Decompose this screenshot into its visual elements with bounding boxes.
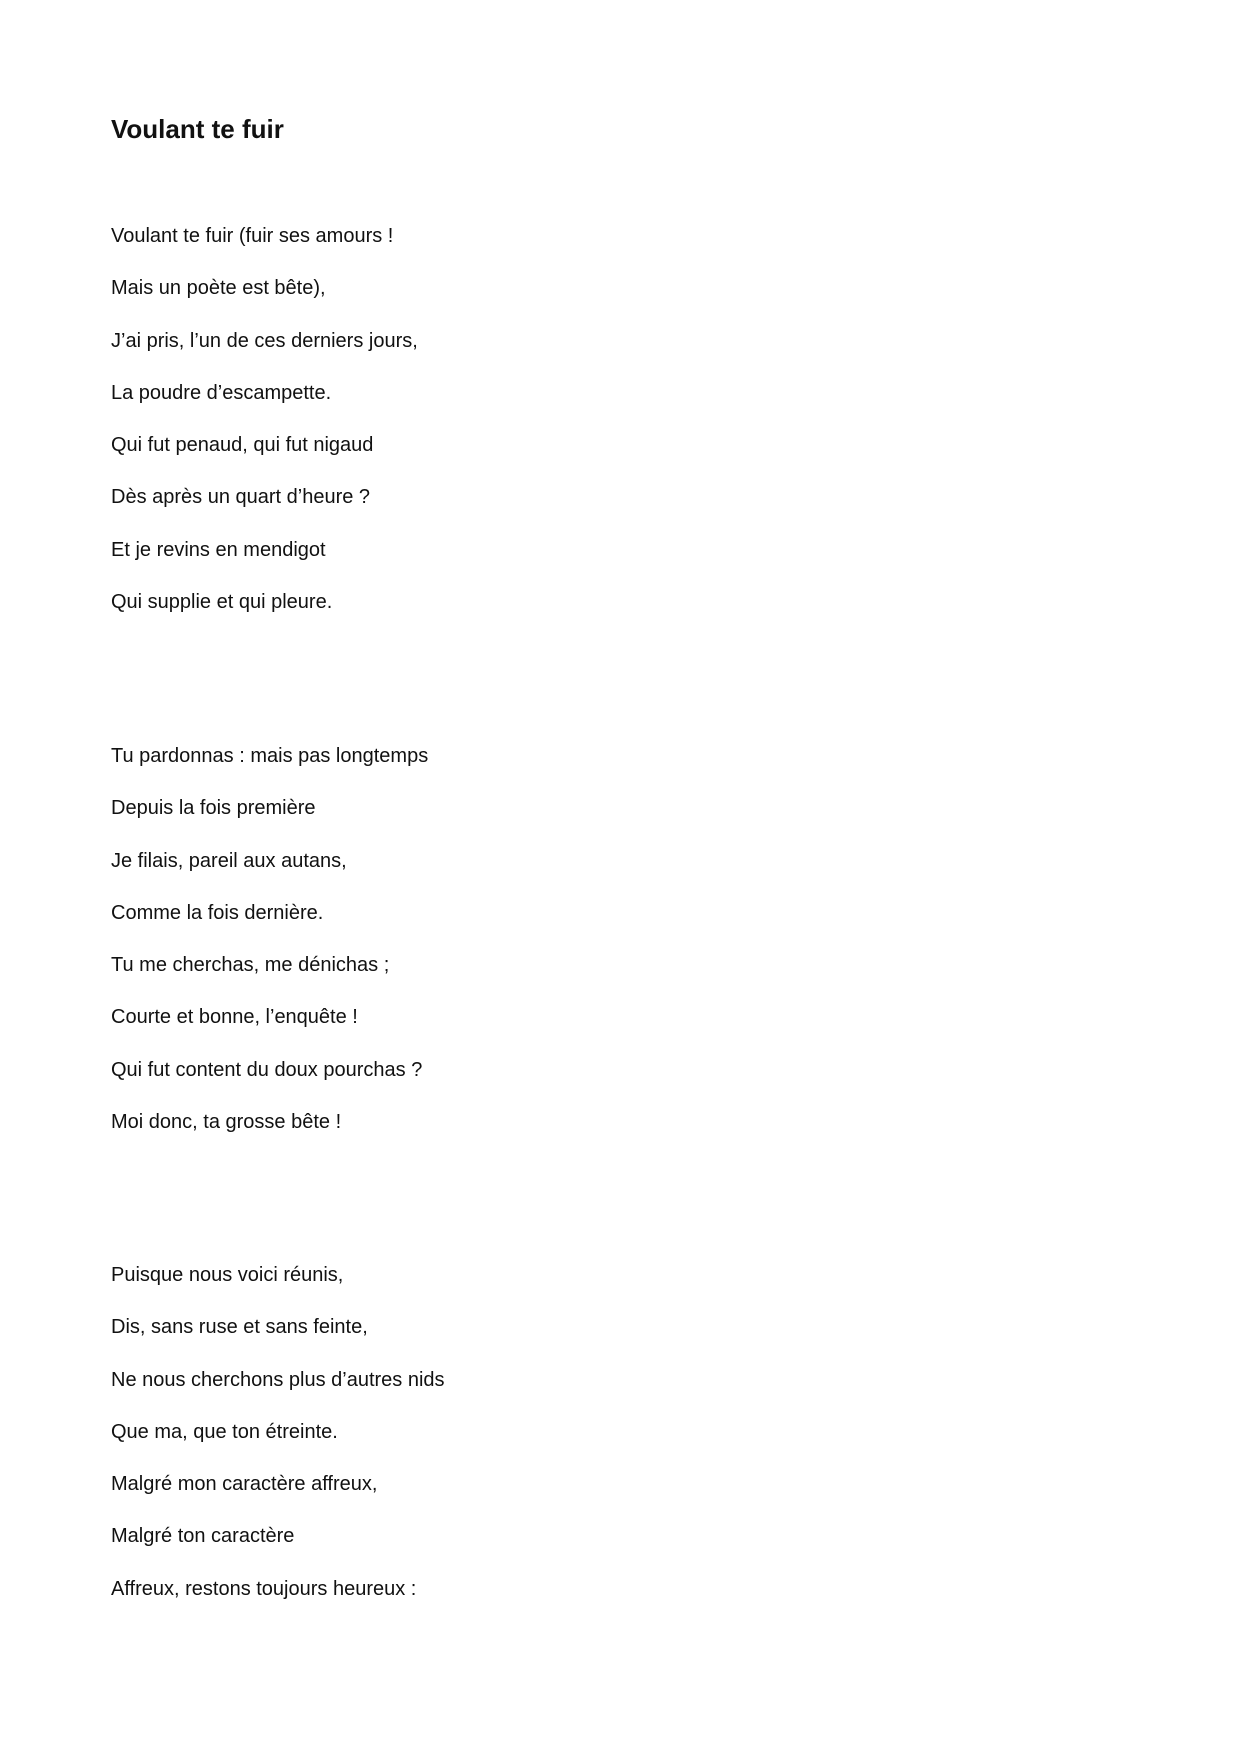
poem-line: Moi donc, ta grosse bête ! [111,1111,342,1134]
poem-line: Puisque nous voici réunis, [111,1264,344,1286]
poem-line: Mais un poète est bête), [111,277,326,300]
poem-line: Tu pardonnas : mais pas longtemps [111,745,429,767]
poem-line: Dès après un quart d’heure ? [111,486,371,509]
poem-line: Qui fut penaud, qui fut nigaud [111,434,374,457]
poem-title: Voulant te fuir [111,114,284,144]
poem-line: Je filais, pareil aux autans, [111,849,347,872]
stanza-1 [111,224,418,642]
poem-line: La poudre d’escampette. [111,381,332,404]
poem-line: Qui fut content du doux pourchas ? [111,1058,423,1081]
poem-line: Ne nous cherchons plus d’autres nids [111,1368,445,1391]
poem-line: Affreux, restons toujours heureux : [111,1577,417,1600]
poem-line: J’ai pris, l’un de ces derniers jours, [111,329,418,352]
poem-line: Malgré ton caractère [111,1525,295,1548]
poem-line: Que ma, que ton étreinte. [111,1420,338,1443]
poem-line: Courte et bonne, l’enquête ! [111,1006,358,1029]
poem-line: Malgré mon caractère affreux, [111,1473,378,1496]
stanza-2 [111,744,428,1162]
poem-line: Voulant te fuir (fuir ses amours ! [111,225,394,247]
poem-line: Et je revins en mendigot [111,538,326,561]
poem-line: Tu me cherchas, me dénichas ; [111,954,390,977]
stanza-3 [111,1263,445,1629]
poem-line: Qui supplie et qui pleure. [111,591,333,614]
poem-line: Depuis la fois première [111,797,316,820]
poem-line: Dis, sans ruse et sans feinte, [111,1316,368,1339]
poem-line: Comme la fois dernière. [111,901,324,924]
